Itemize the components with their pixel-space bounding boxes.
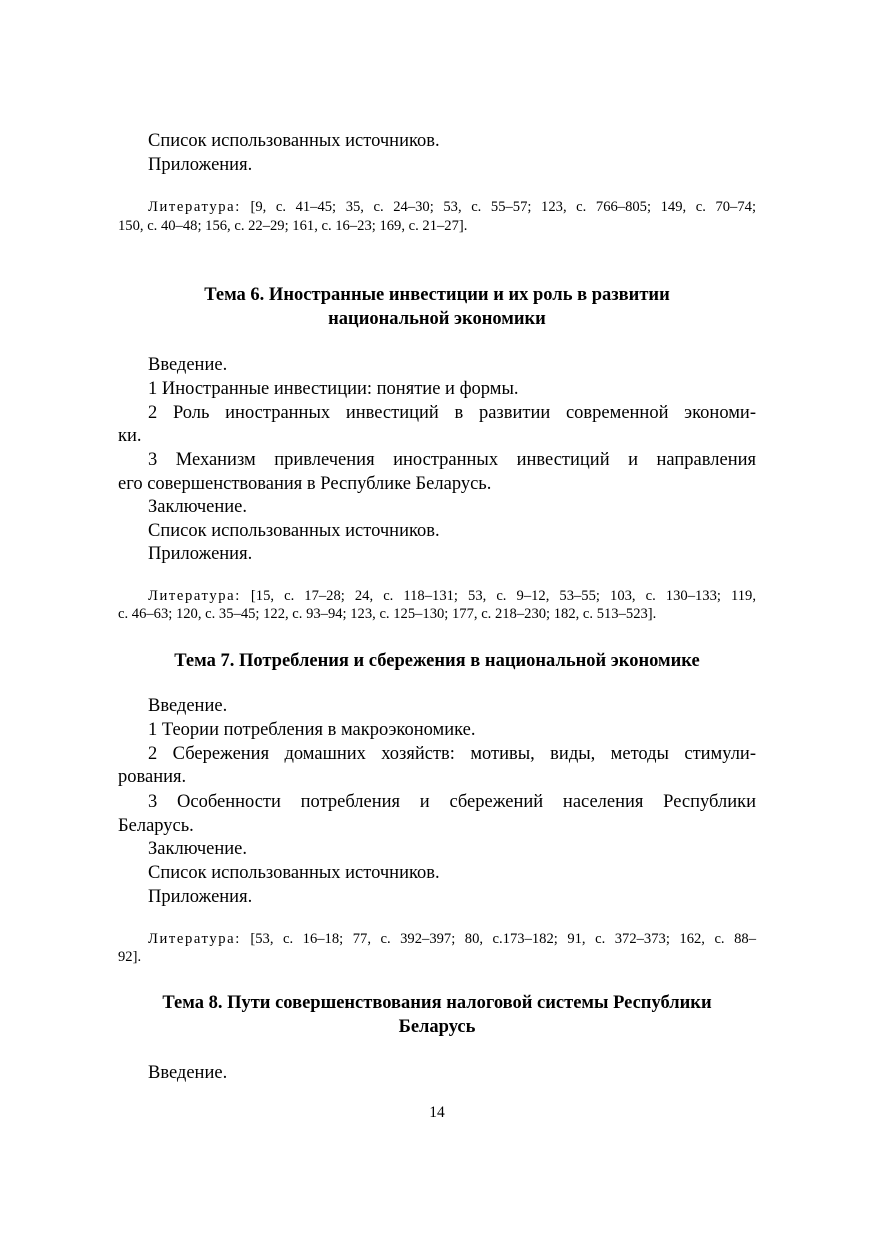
literature-line [148,587,756,606]
topic-heading: Тема 7. Потребления и сбережения в национальной экономике [174,651,700,671]
list-item: 2 Роль иностранных инвестиций в развитии современной экономи- [148,403,756,423]
list-item: Заключение. [148,497,247,517]
list-item: Введение. [148,1063,228,1083]
literature-refs: [9, с. 41–45; 35, с. 24–30; 53, с. 55–57; 123, с. 766–805; 149, с. 70–74; [240,199,756,215]
list-item: Введение. [148,696,228,716]
literature-line: с. 46–63; 120, с. 35–45; 122, с. 93–94; 123, с. 125–130; 177, с. 218–230; 182, с. 513–523]. [118,606,657,622]
list-item: Приложения. [148,155,253,175]
topic-heading: Беларусь [398,1017,476,1037]
literature-line [148,930,756,949]
literature-label: Литература: [148,199,241,215]
topic-heading: Тема 6. Иностранные инвестиции и их роль в развитии [204,285,670,305]
literature-refs: [15, с. 17–28; 24, с. 118–131; 53, с. 9–12, 53–55; 103, с. 130–133; 119, [240,588,756,604]
list-item: Приложения. [148,544,253,564]
list-item-continuation: ки. [118,426,142,446]
list-item: 1 Теории потребления в макроэкономике. [148,720,476,740]
list-item: Список использованных источников. [148,863,440,883]
literature-label: Литература: [148,588,241,604]
list-item: 1 Иностранные инвестиции: понятие и формы. [148,379,519,399]
literature-line: 150, с. 40–48; 156, с. 22–29; 161, с. 16–23; 169, с. 21–27]. [118,218,468,234]
literature-label: Литература: [148,931,241,947]
topic-heading: национальной экономики [328,309,546,329]
list-item: 3 Особенности потребления и сбережений населения Республики [148,792,756,812]
list-item: Список использованных источников. [148,131,440,151]
list-item: Список использованных источников. [148,521,440,541]
list-item-continuation: его совершенствования в Республике Беларусь. [118,474,492,494]
list-item: Заключение. [148,839,247,859]
list-item: 3 Механизм привлечения иностранных инвестиций и направления [148,450,756,470]
list-item: Введение. [148,355,228,375]
page-number: 14 [429,1104,445,1121]
list-item: Приложения. [148,887,253,907]
literature-refs: [53, с. 16–18; 77, с. 392–397; 80, с.173–182; 91, с. 372–373; 162, с. 88– [240,931,756,947]
list-item: 2 Сбережения домашних хозяйств: мотивы, виды, методы стимули- [148,744,756,764]
literature-line [148,198,756,217]
list-item-continuation: Беларусь. [118,816,194,836]
list-item-continuation: рования. [118,767,187,787]
topic-heading: Тема 8. Пути совершенствования налоговой системы Республики [162,993,712,1013]
literature-line: 92]. [118,949,142,965]
